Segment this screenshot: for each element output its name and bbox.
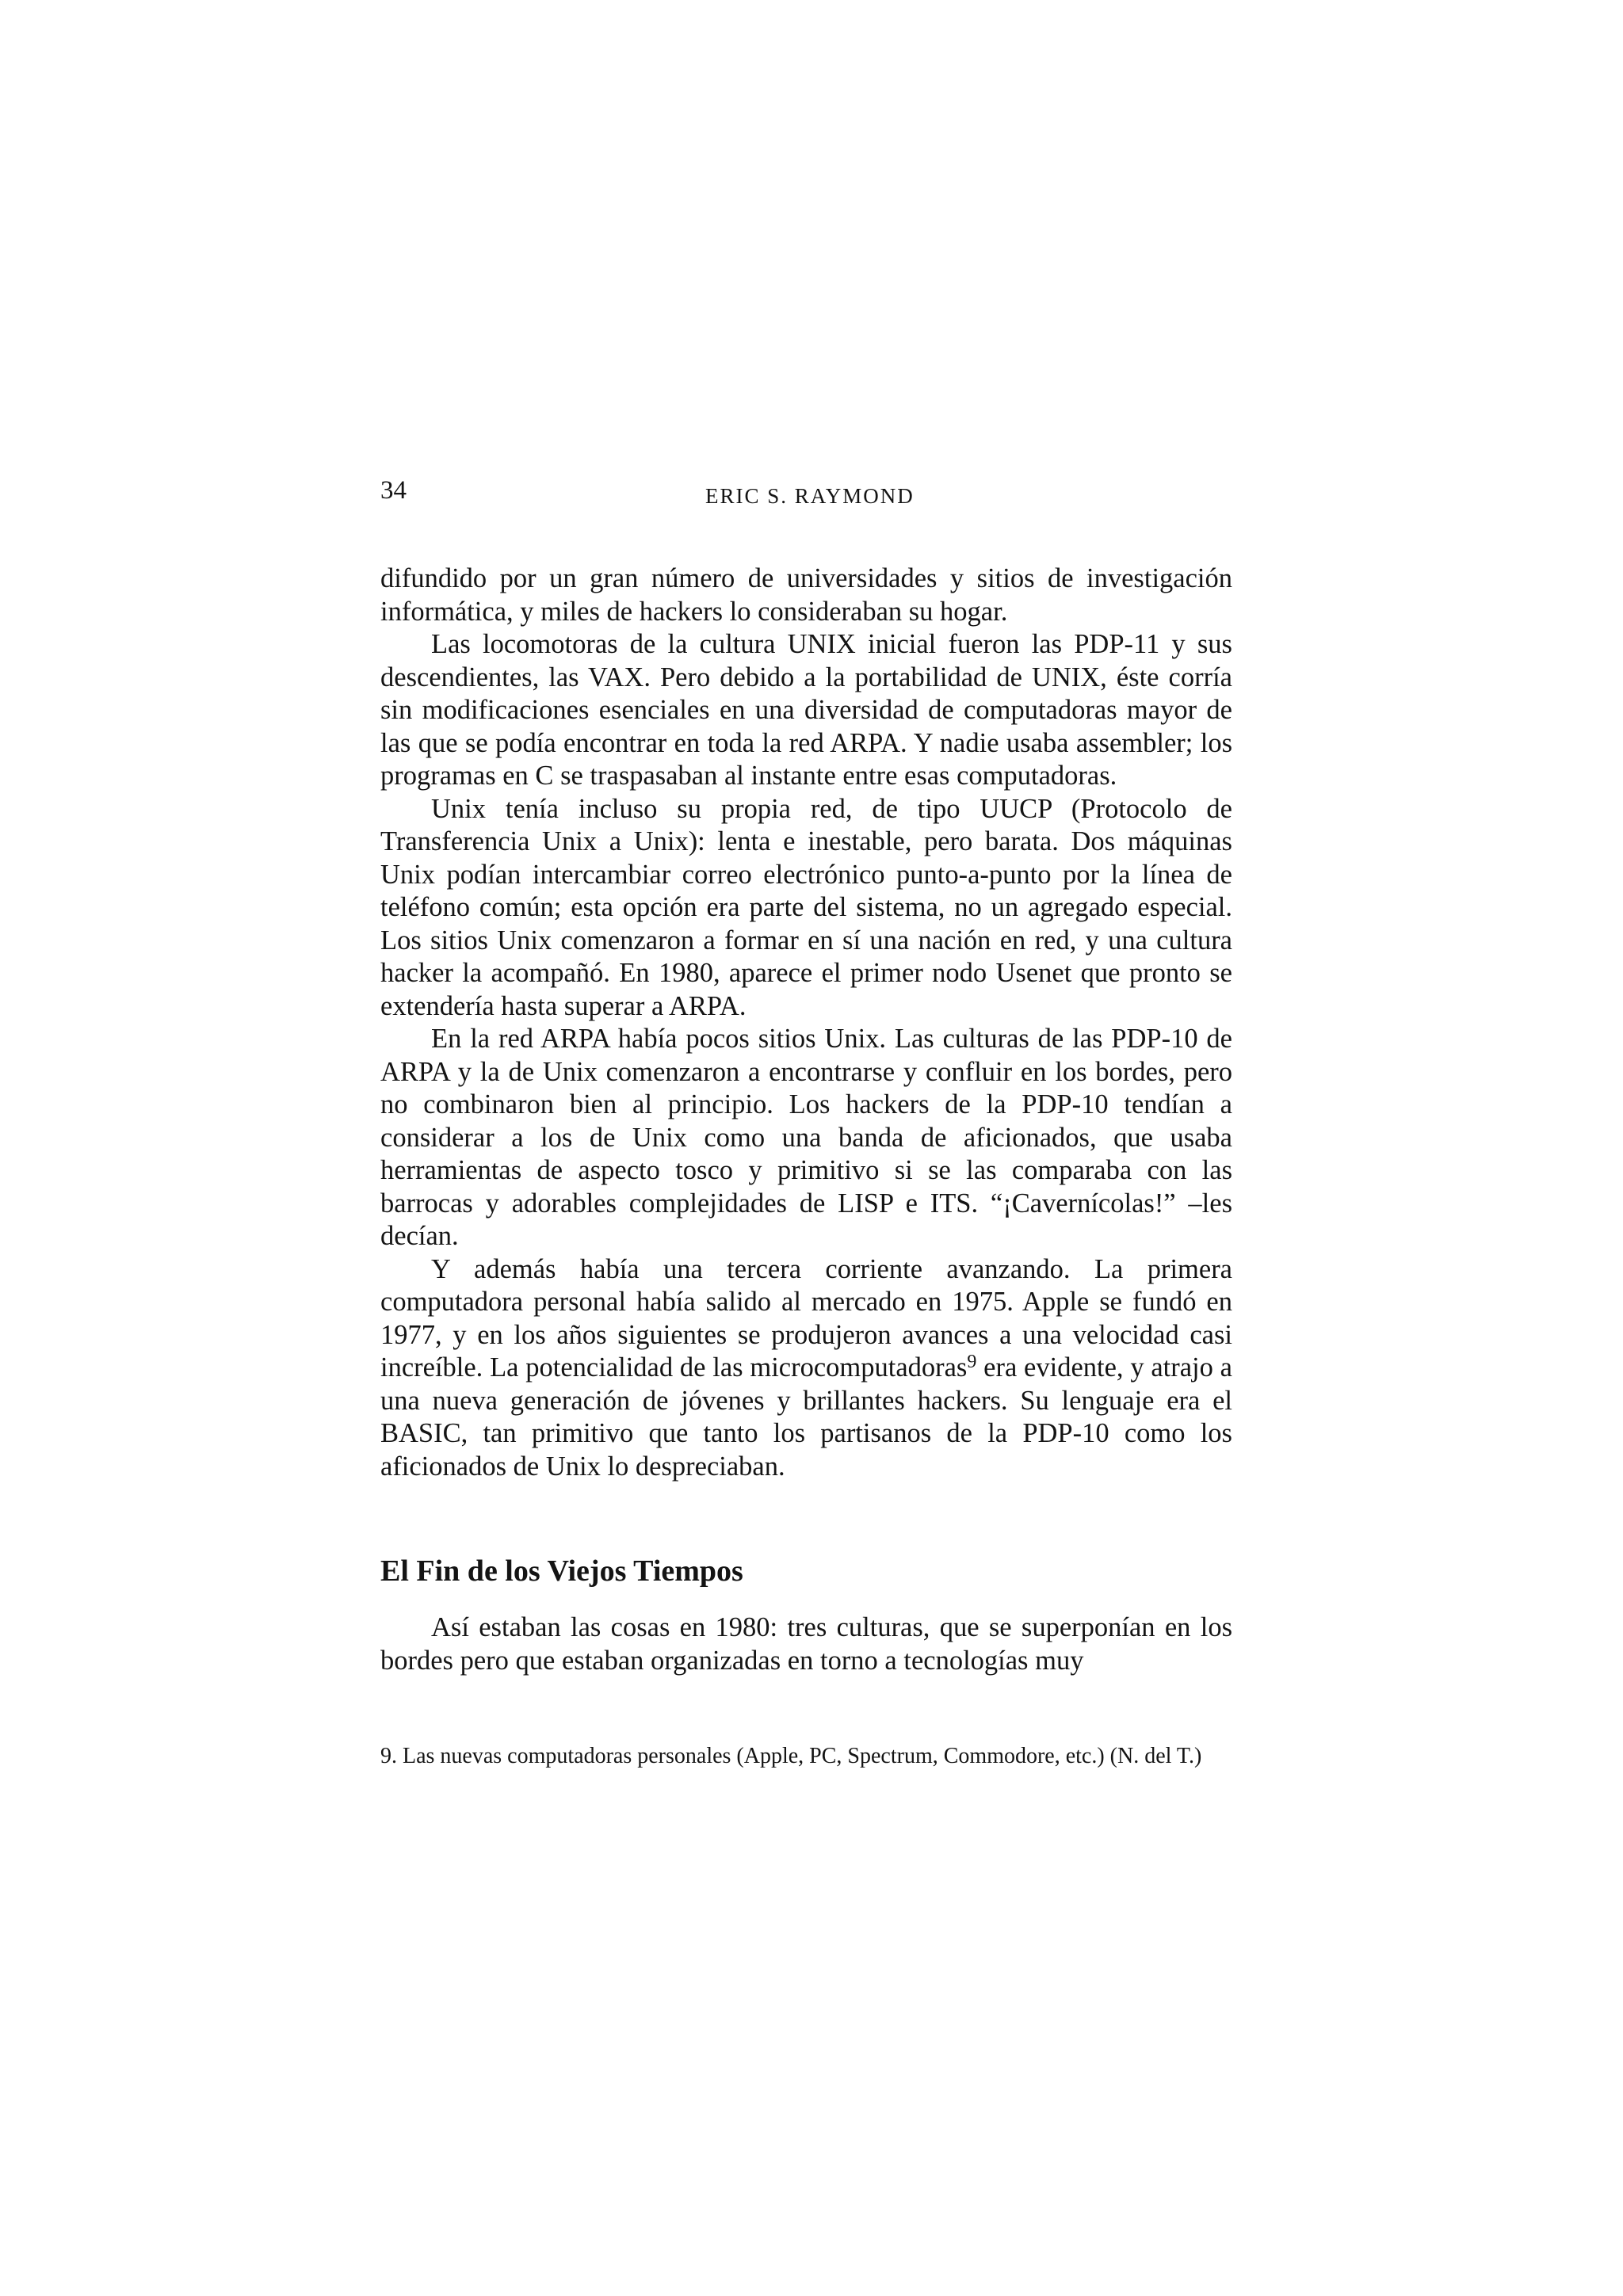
paragraph-arpa: En la red ARPA había pocos sitios Unix. Las culturas de las PDP-10 de ARPA y la de Unix comenzaron a encontrarse y confluir en los bordes, pero no combinaron bien al principio. Los hackers de la PDP-10 tendían a considerar a los de Unix como una banda de aficionados, que usaba herramientas de aspecto tosco y primitivo si se las comparaba con las barrocas y adorables complejidades de LISP e ITS. “¡Cavernícolas!” –les decían. xyxy=(380,1024,1232,1251)
footnote-reference: 9 xyxy=(967,1352,977,1372)
section-title: El Fin de los Viejos Tiempos xyxy=(380,1554,743,1588)
paragraph-third-current-end: era evidente, y atrajo a una nueva generación de jóvenes y brillantes hackers. Su lenguaje era el BASIC, tan primitivo que tanto los partisanos de la PDP-10 como los aficionados de Unix lo despreciaban. xyxy=(380,1352,1232,1482)
section-body xyxy=(380,1611,1232,1677)
paragraph-third-current-start: Y además había una tercera corriente avanzando. La primera computadora personal había salido al mercado en 1975. Apple se fundó en 1977, y en los años siguientes se produjeron avances a una velocidad casi increíble. La potencialidad de las microcomputadoras xyxy=(380,1253,1232,1383)
body-text xyxy=(380,563,1232,1483)
page-number: 34 xyxy=(380,476,407,505)
running-head: ERIC S. RAYMOND xyxy=(705,484,915,508)
footnote xyxy=(380,1743,1232,1769)
paragraph-third-current xyxy=(380,1253,1232,1484)
page-header xyxy=(380,472,1232,513)
paragraph-continued: difundido por un gran número de universidades y sitios de investigación informática, y miles de hackers lo consideraban su hogar. xyxy=(380,563,1232,627)
paragraph-unix-locomotives: Las locomotoras de la cultura UNIX inicial fueron las PDP-11 y sus descendientes, las VAX. Pero debido a la portabilidad de UNIX, éste corría sin modificaciones esenciales en una diversidad de computadoras mayor de las que se podía encontrar en toda la red ARPA. Y nadie usaba assembler; los programas en C se traspasaban al instante entre esas computadoras. xyxy=(380,629,1232,791)
paragraph-uucp: Unix tenía incluso su propia red, de tipo UUCP (Protocolo de Transferencia Unix a Unix): lenta e inestable, pero barata. Dos máquinas Unix podían intercambiar correo electrónico punto-a-punto por la línea de teléfono común; esta opción era parte del sistema, no un agregado especial. Los sitios Unix comenzaron a formar en sí una nación en red, y una cultura hacker la acompañó. En 1980, aparece el primer nodo Usenet que pronto se extendería hasta superar a ARPA. xyxy=(380,793,1232,1021)
footnote-text: 9. Las nuevas computadoras personales (Apple, PC, Spectrum, Commodore, etc.) (N. del T.) xyxy=(380,1744,1202,1768)
section-paragraph: Así estaban las cosas en 1980: tres culturas, que se superponían en los bordes pero que estaban organizadas en torno a tecnologías muy xyxy=(380,1612,1232,1676)
